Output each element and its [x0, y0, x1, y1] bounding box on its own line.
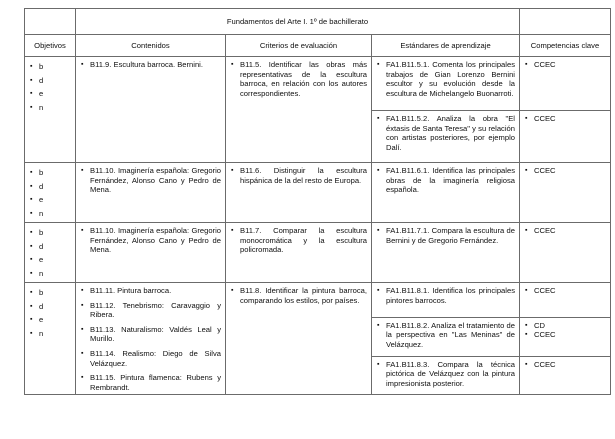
competencia: [524, 360, 606, 370]
criterio-cell: [226, 57, 372, 163]
objetivo-item: ▪ b: [29, 166, 71, 180]
table-row: [25, 57, 611, 111]
competencia: [524, 226, 606, 236]
competencias-cell: [520, 223, 611, 283]
estandar-cell: [372, 356, 520, 395]
estandar: [376, 60, 515, 98]
competencias-cell: [520, 317, 611, 356]
table-row: [25, 283, 611, 318]
competencias-cell: [520, 283, 611, 318]
criterio-item: ▪ B11.7. Comparar la escultura monocromática y la escultura policromada.: [230, 226, 367, 255]
competencia-item: ▪ CCEC: [524, 286, 606, 296]
objetivo-item: ▪ d: [29, 240, 71, 254]
objetivos-cell: [25, 163, 76, 223]
objetivos-cell: [25, 223, 76, 283]
table-title-spacer-right: [520, 9, 611, 35]
competencias-cell: [520, 57, 611, 111]
criterio: [230, 226, 367, 255]
estandar-item: ▪ FA1.B11.5.1. Comenta los principales trabajos de Gian Lorenzo Bernini escultor y su evolución desde la escultura de Michelangelo Buonarroti.: [376, 60, 515, 98]
contenido-item: ▪ B11.11. Pintura barroca.: [80, 286, 221, 296]
competencia-item: ▪ CCEC: [524, 60, 606, 70]
table-row: [25, 163, 611, 223]
objetivo-item: ▪ e: [29, 87, 71, 101]
contenido: [80, 226, 221, 255]
contenido-item: ▪ B11.12. Tenebrismo: Caravaggio y Ribera.: [80, 301, 221, 320]
estandar-cell: [372, 317, 520, 356]
contenidos-cell: [76, 57, 226, 163]
estandar: [376, 166, 515, 195]
estandar-cell: [372, 111, 520, 163]
competencia: [524, 286, 606, 296]
objetivo-item: ▪ e: [29, 313, 71, 327]
header-objetivos: Objetivos: [25, 35, 76, 57]
contenidos-cell: [76, 283, 226, 395]
objetivo: [29, 166, 71, 220]
contenido-item: ▪ B11.10. Imaginería española: Gregorio Fernández, Alonso Cano y Pedro de Mena.: [80, 226, 221, 255]
curriculum-table: [24, 8, 611, 395]
objetivo: [29, 226, 71, 280]
criterio-cell: [226, 223, 372, 283]
estandar-item: ▪ FA1.B11.8.2. Analiza el tratamiento de la perspectiva en "Las Meninas" de Velázquez.: [376, 321, 515, 350]
estandar-cell: [372, 283, 520, 318]
estandar-item: ▪ FA1.B11.5.2. Analiza la obra "El éxtasis de Santa Teresa" y su relación con artistas posteriores, por ejemplo Dalí.: [376, 114, 515, 152]
objetivo-item: ▪ n: [29, 101, 71, 115]
objetivo-item: ▪ n: [29, 207, 71, 221]
estandar-item: ▪ FA1.B11.6.1. Identifica las principales obras de la imaginería religiosa española.: [376, 166, 515, 195]
competencia: [524, 166, 606, 176]
estandar-cell: [372, 223, 520, 283]
competencias-cell: [520, 356, 611, 395]
objetivo-item: ▪ e: [29, 193, 71, 207]
criterio: [230, 60, 367, 98]
table-row: [25, 223, 611, 283]
estandar-cell: [372, 163, 520, 223]
objetivo-item: ▪ d: [29, 74, 71, 88]
estandar-cell: [372, 57, 520, 111]
contenidos-cell: [76, 223, 226, 283]
contenido-item: ▪ B11.15. Pintura flamenca: Rubens y Rembrandt.: [80, 373, 221, 392]
contenido-item: ▪ B11.9. Escultura barroca. Bernini.: [80, 60, 221, 70]
table-title-spacer: [25, 9, 76, 35]
objetivo-item: ▪ b: [29, 60, 71, 74]
criterio: [230, 286, 367, 305]
competencia-item: ▪ CCEC: [524, 330, 606, 340]
objetivo-item: ▪ b: [29, 226, 71, 240]
objetivo-item: ▪ d: [29, 180, 71, 194]
objetivos-cell: [25, 57, 76, 163]
competencia: [524, 114, 606, 124]
estandar-item: ▪ FA1.B11.7.1. Compara la escultura de Bernini y de Gregorio Fernández.: [376, 226, 515, 245]
objetivo: [29, 60, 71, 114]
criterio-item: ▪ B11.6. Distinguir la escultura hispánica de la del resto de Europa.: [230, 166, 367, 185]
criterio-cell: [226, 163, 372, 223]
table-title: Fundamentos del Arte I. 1º de bachillerato: [76, 9, 520, 35]
criterio-cell: [226, 283, 372, 395]
competencia: [524, 321, 606, 340]
objetivo: [29, 286, 71, 340]
estandar: [376, 226, 515, 245]
contenido: [80, 166, 221, 195]
criterio-item: ▪ B11.8. Identificar la pintura barroca, comparando los estilos, por países.: [230, 286, 367, 305]
header-estandares: Estándares de aprendizaje: [372, 35, 520, 57]
objetivo-item: ▪ b: [29, 286, 71, 300]
contenido: [80, 60, 221, 70]
competencia-item: ▪ CCEC: [524, 226, 606, 236]
competencias-cell: [520, 163, 611, 223]
criterio-item: ▪ B11.5. Identificar las obras más representativas de la escultura barroca, en relación con los autores correspondientes.: [230, 60, 367, 98]
objetivos-cell: [25, 283, 76, 395]
header-criterios: Criterios de evaluación: [226, 35, 372, 57]
estandar: [376, 286, 515, 305]
competencia: [524, 60, 606, 70]
contenido-item: ▪ B11.14. Realismo: Diego de Silva Velázquez.: [80, 349, 221, 368]
competencias-cell: [520, 111, 611, 163]
objetivo-item: ▪ d: [29, 300, 71, 314]
estandar-item: ▪ FA1.B11.8.3. Compara la técnica pictórica de Velázquez con la pintura impresionista posterior.: [376, 360, 515, 389]
estandar: [376, 360, 515, 389]
objetivo-item: ▪ e: [29, 253, 71, 267]
estandar: [376, 321, 515, 350]
contenido-item: ▪ B11.13. Naturalismo: Valdés Leal y Murillo.: [80, 325, 221, 344]
contenidos-cell: [76, 163, 226, 223]
header-contenidos: Contenidos: [76, 35, 226, 57]
contenido: [80, 286, 221, 392]
competencia-item: ▪ CCEC: [524, 166, 606, 176]
criterio: [230, 166, 367, 185]
estandar-item: ▪ FA1.B11.8.1. Identifica los principales pintores barrocos.: [376, 286, 515, 305]
competencia-item: ▪ CD: [524, 321, 606, 331]
competencia-item: ▪ CCEC: [524, 360, 606, 370]
objetivo-item: ▪ n: [29, 327, 71, 341]
competencia-item: ▪ CCEC: [524, 114, 606, 124]
estandar: [376, 114, 515, 152]
objetivo-item: ▪ n: [29, 267, 71, 281]
header-competencias: Competencias clave: [520, 35, 611, 57]
contenido-item: ▪ B11.10. Imaginería española: Gregorio Fernández, Alonso Cano y Pedro de Mena.: [80, 166, 221, 195]
